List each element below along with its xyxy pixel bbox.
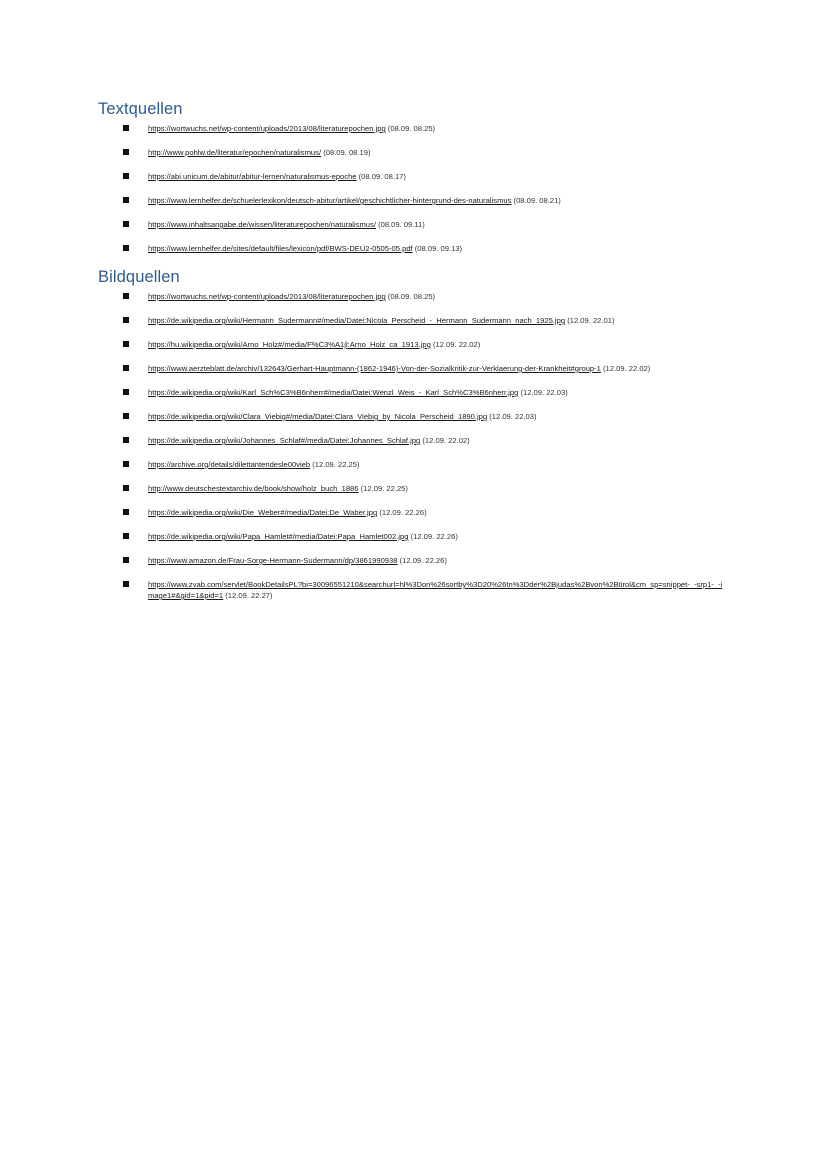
access-date: (12.09. 22.25) <box>360 484 408 493</box>
source-item <box>0 291 728 302</box>
access-date: (12.09. 22.26) <box>410 532 458 541</box>
source-link[interactable]: https://www.lernhelfer.de/schuelerlexikon/deutsch-abitur/artikel/geschichtlicher-hintergrund-des-naturalismus <box>148 196 512 205</box>
source-item <box>0 387 728 398</box>
bullet-icon <box>123 197 129 203</box>
bullet-icon <box>123 149 129 155</box>
access-date: (12.09. 22.26) <box>399 556 447 565</box>
bullet-icon <box>123 509 129 515</box>
source-link[interactable]: https://wortwuchs.net/wp-content/uploads/2013/08/literaturepochen.jpg <box>148 292 386 301</box>
source-item <box>0 195 728 206</box>
source-item <box>0 339 728 350</box>
access-date: (12.09. 22.26) <box>379 508 427 517</box>
source-item <box>0 363 728 374</box>
bullet-icon <box>123 389 129 395</box>
source-link[interactable]: http://www.deutschestextarchiv.de/book/show/holz_buch_1886 <box>148 484 359 493</box>
bullet-icon <box>123 581 129 587</box>
source-link[interactable]: https://www.inhaltsangabe.de/wissen/literaturepochen/naturalismus/ <box>148 220 376 229</box>
access-date: (12.09. 22.01) <box>567 316 615 325</box>
heading-bildquellen: Bildquellen <box>98 268 180 286</box>
bullet-icon <box>123 365 129 371</box>
access-date: (12.09. 22.27) <box>225 591 273 600</box>
source-item <box>0 147 728 158</box>
source-link[interactable]: https://wortwuchs.net/wp-content/uploads/2013/08/literaturepochen.jpg <box>148 124 386 133</box>
source-link[interactable]: https://www.lernhelfer.de/sites/default/files/lexicon/pdf/BWS-DEU2-0505-05.pdf <box>148 244 413 253</box>
access-date: (12.09. 22.02) <box>432 340 481 349</box>
source-item <box>0 483 728 494</box>
access-date: (12.09. 22.03) <box>489 412 537 421</box>
bullet-icon <box>123 125 129 131</box>
bullet-icon <box>123 413 129 419</box>
source-link[interactable]: https://www.aerzteblatt.de/archiv/132643/Gerhart-Hauptmann-(1862-1946)-Von-der-Sozialkritik-zur-Verklaerung-der-Krankheit#group-1 <box>148 364 601 373</box>
bullet-icon <box>123 317 129 323</box>
bullet-icon <box>123 221 129 227</box>
bullet-icon <box>123 437 129 443</box>
access-date: (08.09. 09.13) <box>414 244 463 253</box>
bullet-icon <box>123 533 129 539</box>
textquellen-list <box>0 123 828 254</box>
bullet-icon <box>123 485 129 491</box>
access-date: (08.09. 08.25) <box>387 292 436 301</box>
source-link[interactable]: https://de.wikipedia.org/wiki/Die_Weber#/media/Datei:De_Waber.jpg <box>148 508 378 517</box>
source-link[interactable]: https://hu.wikipedia.org/wiki/Arno_Holz#/media/F%C3%A1jl:Arno_Holz_ca_1913.jpg <box>148 340 431 349</box>
bullet-icon <box>123 341 129 347</box>
source-item <box>0 579 728 601</box>
source-item <box>0 315 728 326</box>
bullet-icon <box>123 293 129 299</box>
source-link[interactable]: https://abi.unicum.de/abitur/abitur-lernen/naturalismus-epoche <box>148 172 357 181</box>
access-date: (12.09. 22.02) <box>603 364 651 373</box>
source-item <box>0 555 728 566</box>
heading-textquellen: Textquellen <box>98 100 183 118</box>
source-item <box>0 435 728 446</box>
source-link[interactable]: https://de.wikipedia.org/wiki/Clara_Viebig#/media/Datei:Clara_Viebig_by_Nicola_Perscheid_1890.jpg <box>148 412 488 421</box>
source-link[interactable]: https://www.amazon.de/Frau-Sorge-Hermann-Sudermann/dp/3861990938 <box>148 556 398 565</box>
source-item <box>0 243 728 254</box>
bullet-icon <box>123 245 129 251</box>
access-date: (08.09. 09.11) <box>378 220 425 229</box>
access-date: (12.09. 22.03) <box>520 388 568 397</box>
source-item <box>0 531 728 542</box>
source-link[interactable]: https://www.zvab.com/servlet/BookDetailsPL?bi=30096551210&searchurl=hl%3Don%26sortby%3D20%26tn%3Dder%2Bjudas%2Bvon%2Btirol&cm_sp=snippet-_-srp1-_-image1#&gid=1&pid=1 <box>148 580 723 600</box>
access-date: (08.09. 08.25) <box>387 124 436 133</box>
bullet-icon <box>123 557 129 563</box>
source-link[interactable]: https://archive.org/details/dilettantendesle00vieb <box>148 460 311 469</box>
source-item <box>0 507 728 518</box>
source-item <box>0 171 728 182</box>
source-link[interactable]: https://de.wikipedia.org/wiki/Johannes_Schlaf#/media/Datei:Johannes_Schlaf.jpg <box>148 436 421 445</box>
source-link[interactable]: https://de.wikipedia.org/wiki/Papa_Hamlet#/media/Datei:Papa_Hamlet002.jpg <box>148 532 409 541</box>
source-item <box>0 219 728 230</box>
source-item <box>0 459 728 470</box>
source-item <box>0 411 728 422</box>
bullet-icon <box>123 173 129 179</box>
access-date: (12.09. 22.02) <box>422 436 470 445</box>
bildquellen-list <box>0 291 828 601</box>
access-date: (12.09. 22.25) <box>312 460 360 469</box>
source-link[interactable]: https://de.wikipedia.org/wiki/Karl_Sch%C3%B6nherr#/media/Datei:Wenzl_Weis_-_Karl_Sch%C3%B6nherr.jpg <box>148 388 519 397</box>
source-item <box>0 123 728 134</box>
access-date: (08.09. 08.19) <box>323 148 371 157</box>
access-date: (08.09. 08.21) <box>513 196 561 205</box>
bullet-icon <box>123 461 129 467</box>
source-link[interactable]: http://www.pohlw.de/literatur/epochen/naturalismus/ <box>148 148 322 157</box>
access-date: (08.09. 08.17) <box>358 172 406 181</box>
source-link[interactable]: https://de.wikipedia.org/wiki/Hermann_Sudermann#/media/Datei:Nicola_Perscheid_-_Hermann_Sudermann_nach_1925.jpg <box>148 316 566 325</box>
